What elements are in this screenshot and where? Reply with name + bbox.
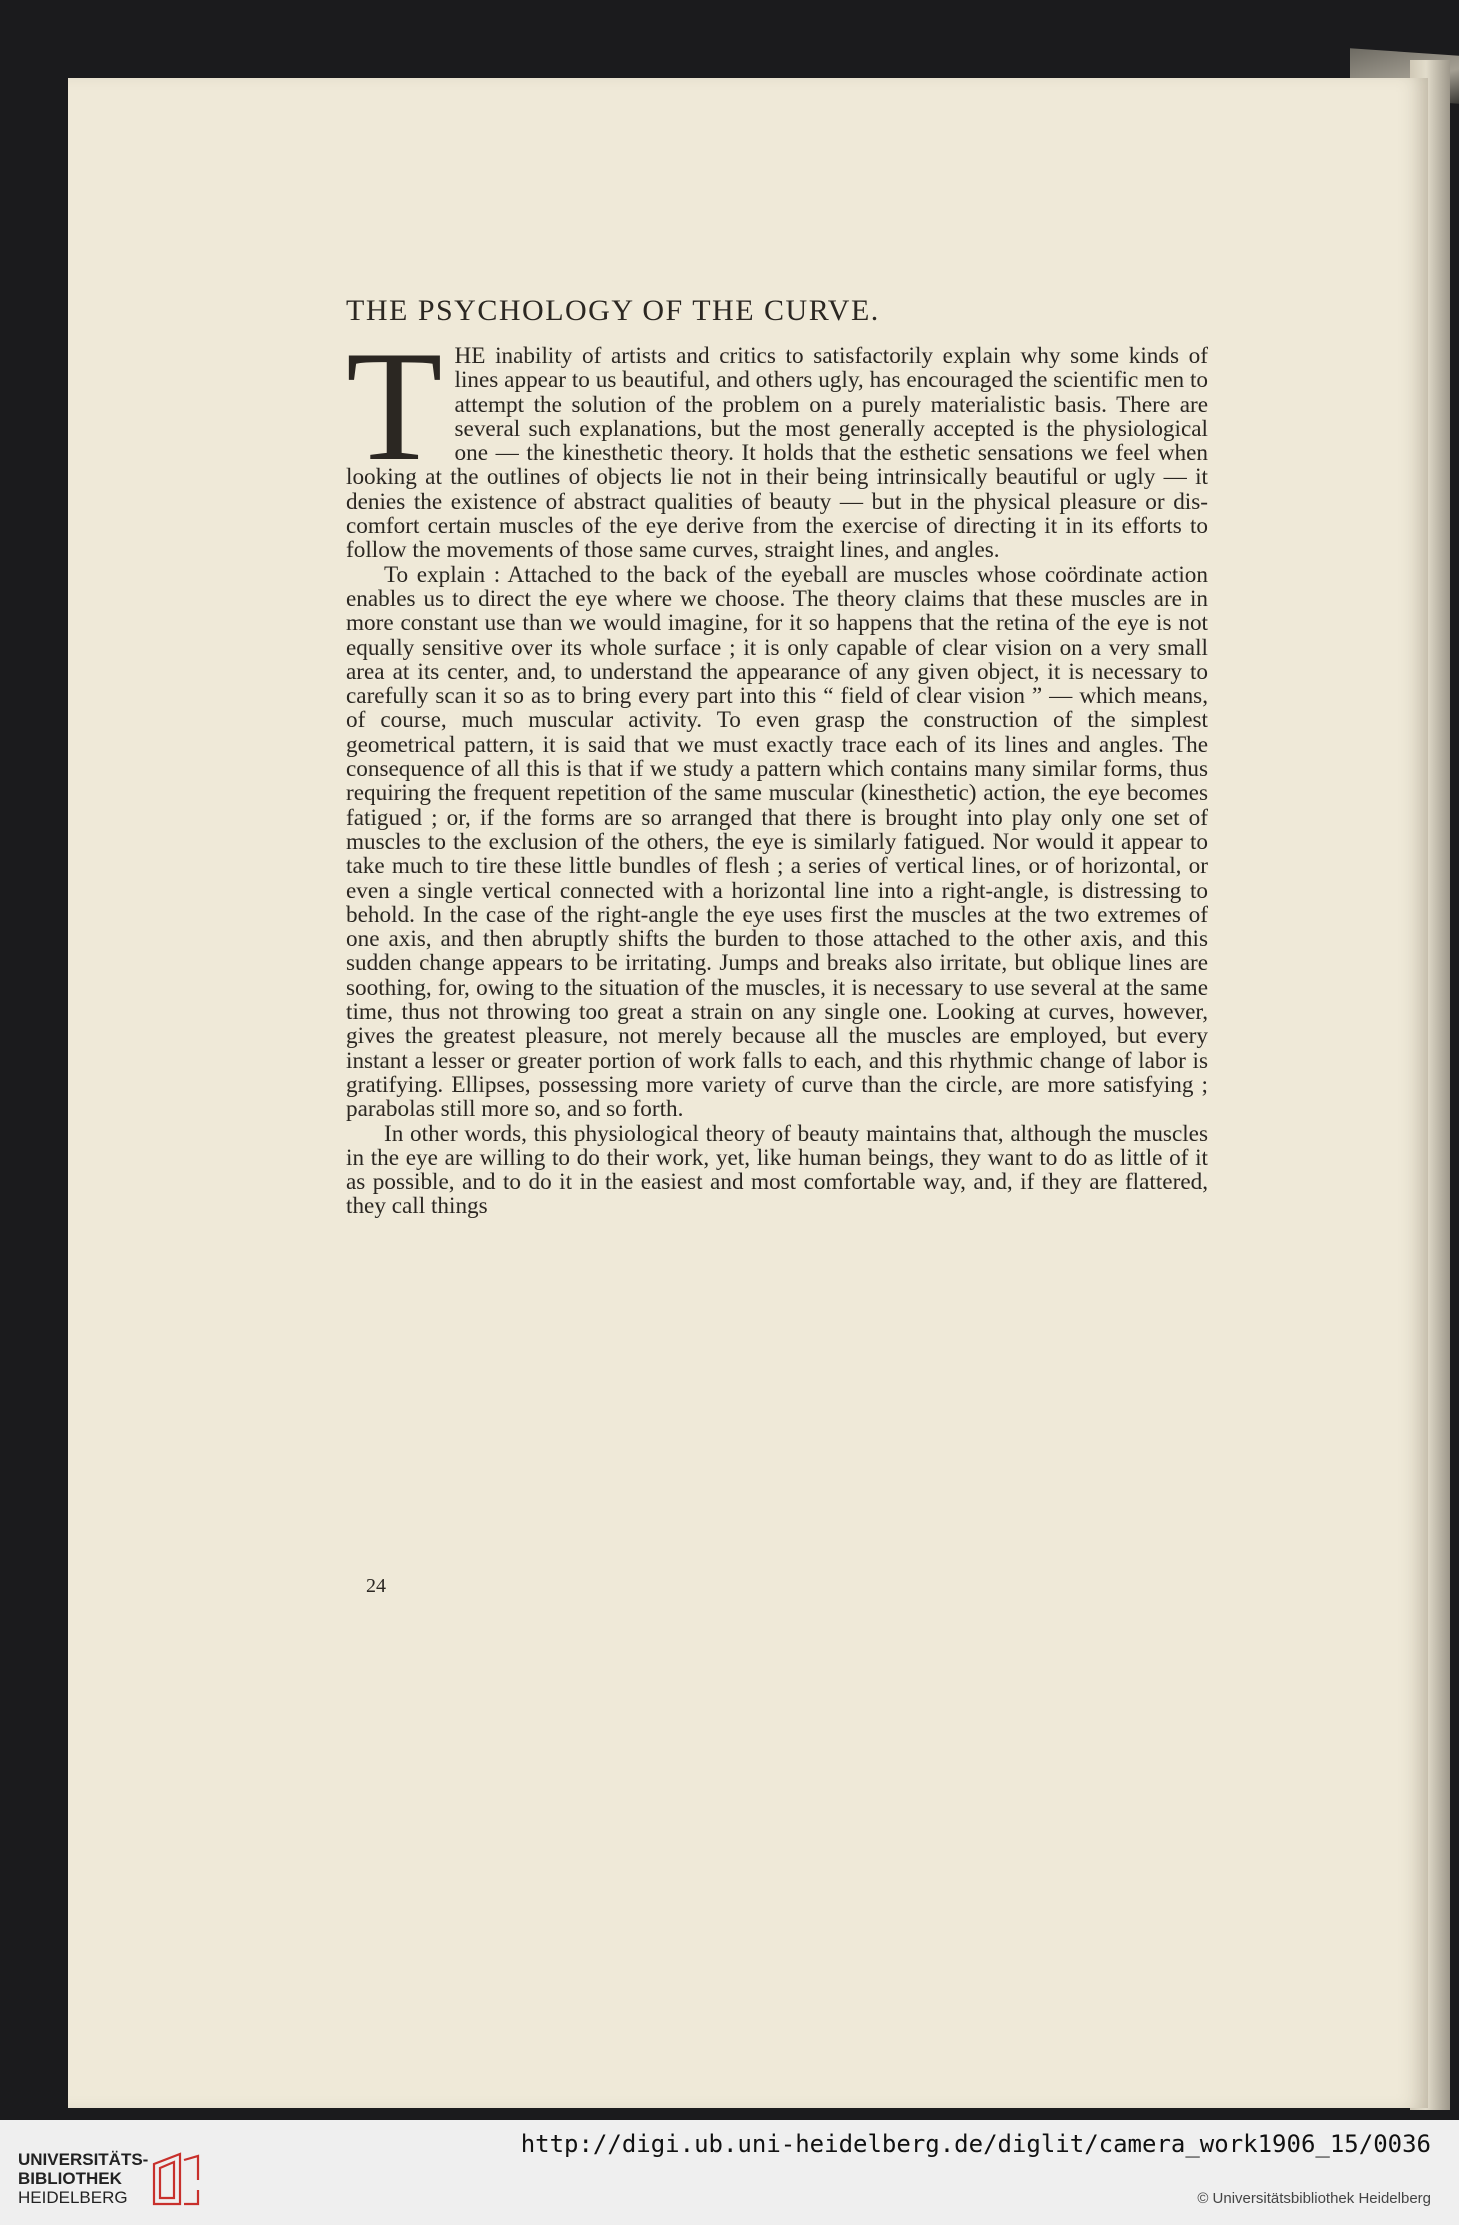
library-logo-icon — [150, 2150, 202, 2208]
library-logo-text — [18, 2150, 148, 2207]
drop-cap: T — [346, 319, 443, 494]
logo-line-3: HEIDELBERG — [18, 2188, 128, 2207]
page-number: 24 — [366, 1575, 386, 1597]
logo-line-2: BIBLIOTHEK — [18, 2169, 122, 2188]
source-url[interactable]: http://digi.ub.uni-heidelberg.de/diglit/camera_work1906_15/0036 — [520, 2130, 1431, 2158]
paragraph-3: In other words, this physiological theory of beauty maintains that, although the muscles in the eye are willing to do their work, yet, like human beings, they want to do as little of it as possible, and to do it in the easiest and most comfortable way, and, if they are flattered, they call things — [346, 1120, 1208, 1220]
logo-line-1: UNIVERSITÄTS- — [18, 2150, 149, 2169]
paragraph-1-text: HE inability of artists and critics to satisfactorily explain why some kinds of lines appear to us beautiful, and others ugly, has encouraged the scientific men to attempt the solution of the problem on a purely materialistic basis. There are several such explanations, but the most generally accepted is the physiological one — the kinesthetic theory. It holds that the esthetic sensations we feel when looking at the outlines of objects lie not in their being intrinsically beautiful or ugly — it denies the existence of abstract qualities of beauty — but in the physical pleasure or dis-comfort certain muscles of the eye derive from the exercise of directing it in its efforts to follow the movements of those same curves, straight lines, and angles. — [346, 343, 1208, 564]
article-body — [346, 294, 1208, 1219]
paragraph-1 — [346, 319, 1208, 564]
article-title: THE PSYCHOLOGY OF THE CURVE. — [346, 294, 880, 327]
copyright-notice: © Universitätsbibliothek Heidelberg — [1197, 2190, 1431, 2207]
paragraph-2: To explain : Attached to the back of the eyeball are muscles whose coördinate action enables us to direct the eye where we choose. The theory claims that these muscles are in more constant use than we would imagine, for it so happens that the retina of the eye is not equally sensitive over its whole surface ; it is only capable of clear vision on a very small area at its center, and, to understand the appearance of any given object, it is necessary to carefully scan it so as to bring every part into this “ field of clear vision ” — which means, of course, much muscular activity. To even grasp the construction of the simplest geometrical pattern, it is said that we must exactly trace each of its lines and angles. The consequence of all this is that if we study a pattern which contains many similar forms, thus requiring the frequent repetition of the same muscular (kinesthetic) action, the eye becomes fatigued ; or, if the forms are so arranged that there is brought into play only one set of muscles to the exclusion of the others, the eye is similarly fatigued. Nor would it appear to take much to tire these little bundles of flesh ; a series of vertical lines, or of horizontal, or even a single vertical connected with a horizontal line into a right-angle, is distressing to behold. In the case of the right-angle the eye uses first the muscles at the two extremes of one axis, and then abruptly shifts the burden to those attached to the other axis, and this sudden change appears to be irritating. Jumps and breaks also irritate, but oblique lines are soothing, for, owing to the situation of the muscles, it is necessary to use several at the same time, thus not throwing too great a strain on any single one. Looking at curves, however, gives the greatest pleasure, not merely because all the muscles are employed, but every instant a lesser or greater portion of work falls to each, and this rhythmic change of labor is gratifying. Ellipses, possessing more variety of curve than the circle, are more satisfying ; parabolas still more so, and so forth. — [346, 561, 1208, 1123]
